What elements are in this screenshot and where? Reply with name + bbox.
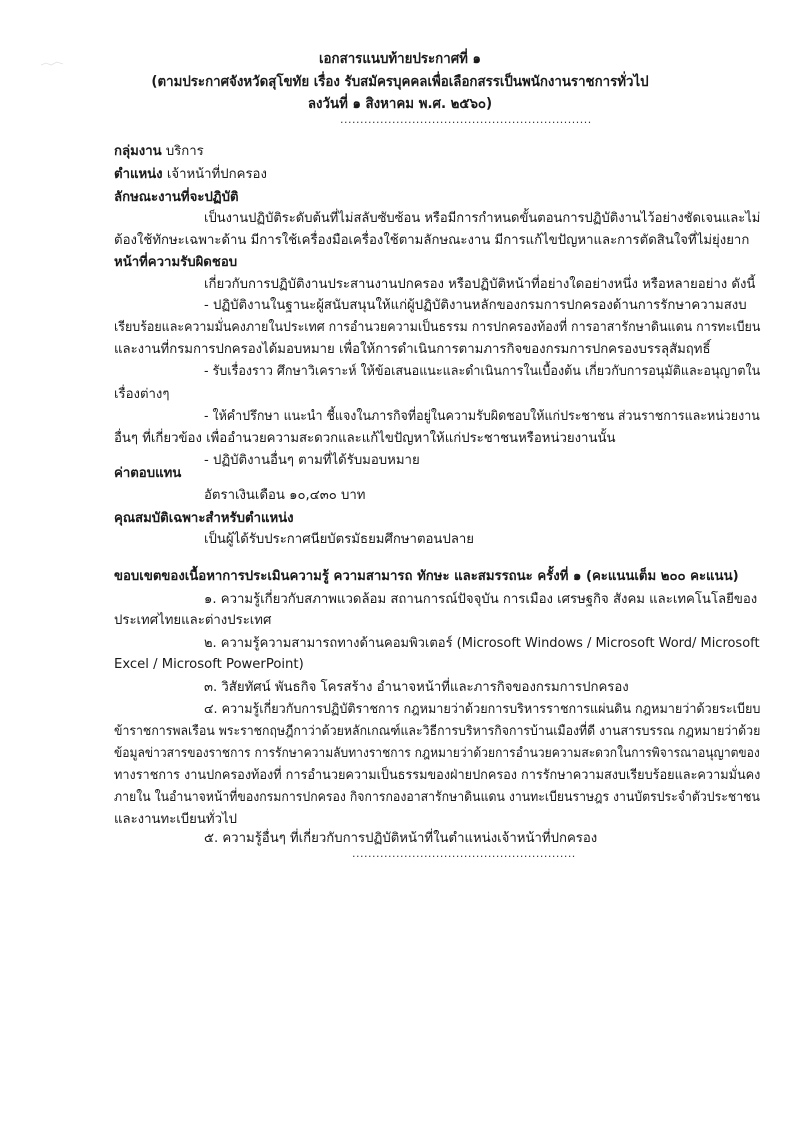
duty-4: - ปฏิบัติงานอื่นๆ ตามที่ได้รับมอบหมาย bbox=[204, 453, 420, 468]
duty-3-line-2: อื่นๆ ที่เกี่ยวข้อง เพื่ออำนวยความสะดวกและแก้ไขปัญหาให้แก่ประชาชนหรือหน่วยงานนั้น bbox=[114, 431, 616, 446]
assessment-3: ๓. วิสัยทัศน์ พันธกิจ โครสร้าง อำนาจหน้าที่และภารกิจของกรมการปกครอง bbox=[204, 680, 629, 695]
group-value: บริการ bbox=[165, 144, 204, 159]
assessment-2-line-2: Excel / Microsoft PowerPoint) bbox=[114, 657, 304, 672]
work-nature-line-2: ต้องใช้ทักษะเฉพาะด้าน มีการใช้เครื่องมือเครื่องใช้ตามลักษณะงาน มีการแก้ไขปัญหาและการตัดสินใจที่ไม่ยุ่งยาก bbox=[114, 233, 750, 248]
duty-2-line-2: เรื่องต่างๆ bbox=[114, 387, 170, 402]
document-header bbox=[0, 48, 800, 116]
group-row bbox=[114, 143, 204, 161]
assessment-2-line-1: ๒. ความรู้ความสามารถทางด้านคอมพิวเตอร์ (Microsoft Windows / Microsoft Word/ Microsoft bbox=[204, 636, 760, 651]
assessment-heading: ขอบเขตของเนื้อหาการประเมินความรู้ ความสามารถ ทักษะ และสมรรถนะ ครั้งที่ ๑ (คะแนนเต็ม ๒๐๐ คะแนน) bbox=[114, 569, 739, 584]
work-nature-heading: ลักษณะงานที่จะปฏิบัติ bbox=[114, 190, 239, 205]
header-reference: (ตามประกาศจังหวัดสุโขทัย เรื่อง รับสมัครบุคคลเพื่อเลือกสรรเป็นพนักงานราชการทั่วไป bbox=[151, 73, 649, 90]
duty-1-line-2: เรียบร้อยและความมั่นคงภายในประเทศ การอำนวยความเป็นธรรม การปกครองท้องที่ การอาสารักษาดินแดน การทะเบียน bbox=[114, 320, 761, 335]
duties-heading: หน้าที่ความรับผิดชอบ bbox=[114, 255, 238, 270]
assessment-4-line-5: ภายใน ในอำนาจหน้าที่ของกรมการปกครอง กิจการกองอาสารักษาดินแดน งานทะเบียนราษฎร งานบัตรประจำตัวประชาชน bbox=[114, 790, 760, 805]
qualification-value: เป็นผู้ได้รับประกาศนียบัตรมัธยมศึกษาตอนปลาย bbox=[204, 532, 475, 547]
assessment-1-line-1: ๑. ความรู้เกี่ยวกับสภาพแวดล้อม สถานการณ์ปัจจุบัน การเมือง เศรษฐกิจ สังคม และเทคโนโลยีของ bbox=[204, 592, 758, 607]
assessment-4-line-4: ทางราชการ งานปกครองท้องที่ การอำนวยความเป็นธรรมของฝ่ายปกครอง การรักษาความสงบเรียบร้อยและความมั่นคง bbox=[114, 768, 761, 783]
separator-top: ............................................................... bbox=[340, 113, 592, 126]
header-title: เอกสารแนบท้ายประกาศที่ ๑ bbox=[318, 51, 481, 67]
assessment-5: ๕. ความรู้อื่นๆ ที่เกี่ยวกับการปฏิบัติหน้าที่ในตำแหน่งเจ้าหน้าที่ปกครอง bbox=[204, 831, 598, 846]
work-nature-line-1: เป็นงานปฏิบัติระดับต้นที่ไม่สลับซับซ้อน หรือมีการกำหนดขั้นตอนการปฏิบัติงานไว้อย่างชัดเจนและไม่ bbox=[204, 211, 761, 226]
duty-2-line-1: - รับเรื่องราว ศึกษาวิเคราะห์ ให้ข้อเสนอแนะและดำเนินการในเบื้องต้น เกี่ยวกับการอนุมัติและอนุญาตใน bbox=[204, 364, 761, 379]
separator-bottom: ........................................................ bbox=[352, 847, 576, 860]
qualification-heading: คุณสมบัติเฉพาะสำหรับตำแหน่ง bbox=[114, 511, 294, 526]
duties-intro: เกี่ยวกับการปฏิบัติงานประสานงานปกครอง หรือปฏิบัติหน้าที่อย่างใดอย่างหนึ่ง หรือหลายอย่าง ดังนี้ bbox=[204, 277, 756, 292]
assessment-4-line-1: ๔. ความรู้เกี่ยวกับการปฏิบัติราชการ กฎหมายว่าด้วยการบริหารราชการแผ่นดิน กฎหมายว่าด้วยระเบียบ bbox=[204, 702, 761, 717]
compensation-heading: ค่าตอบแทน bbox=[114, 466, 182, 481]
position-label: ตำแหน่ง bbox=[114, 167, 163, 182]
duty-3-line-1: - ให้คำปรึกษา แนะนำ ชี้แจงในภารกิจที่อยู่ในความรับผิดชอบให้แก่ประชาชน ส่วนราชการและหน่วยงาน bbox=[204, 409, 760, 424]
compensation-value: อัตราเงินเดือน ๑๐,๔๓๐ บาท bbox=[204, 488, 366, 503]
position-value: เจ้าหน้าที่ปกครอง bbox=[166, 167, 267, 182]
assessment-4-line-2: ข้าราชการพลเรือน พระราชกฤษฎีกาว่าด้วยหลักเกณฑ์และวิธีการบริหารกิจการบ้านเมืองที่ดี งานสารบรรณ กฎหมายว่าด้วย bbox=[114, 724, 761, 739]
duty-1-line-3: และงานที่กรมการปกครองได้มอบหมาย เพื่อให้การดำเนินการตามภารกิจของกรมการปกครองบรรลุสัมฤทธิ์ bbox=[114, 342, 711, 357]
group-label: กลุ่มงาน bbox=[114, 144, 162, 159]
header-date: ลงวันที่ ๑ สิงหาคม พ.ศ. ๒๕๖๐) bbox=[307, 96, 493, 112]
assessment-1-line-2: ประเทศไทยและต่างประเทศ bbox=[114, 613, 272, 628]
position-row bbox=[114, 166, 267, 184]
assessment-4-line-6: และงานทะเบียนทั่วไป bbox=[114, 812, 238, 827]
duty-1-line-1: - ปฏิบัติงานในฐานะผู้สนับสนุนให้แก่ผู้ปฏิบัติงานหลักของกรมการปกครองด้านการรักษาความสงบ bbox=[204, 298, 747, 313]
assessment-4-line-3: ข้อมูลข่าวสารของราชการ การรักษาความลับทางราชการ กฎหมายว่าด้วยการอำนวยความสะดวกในการพิจารณาอนุญาตของ bbox=[114, 746, 760, 761]
